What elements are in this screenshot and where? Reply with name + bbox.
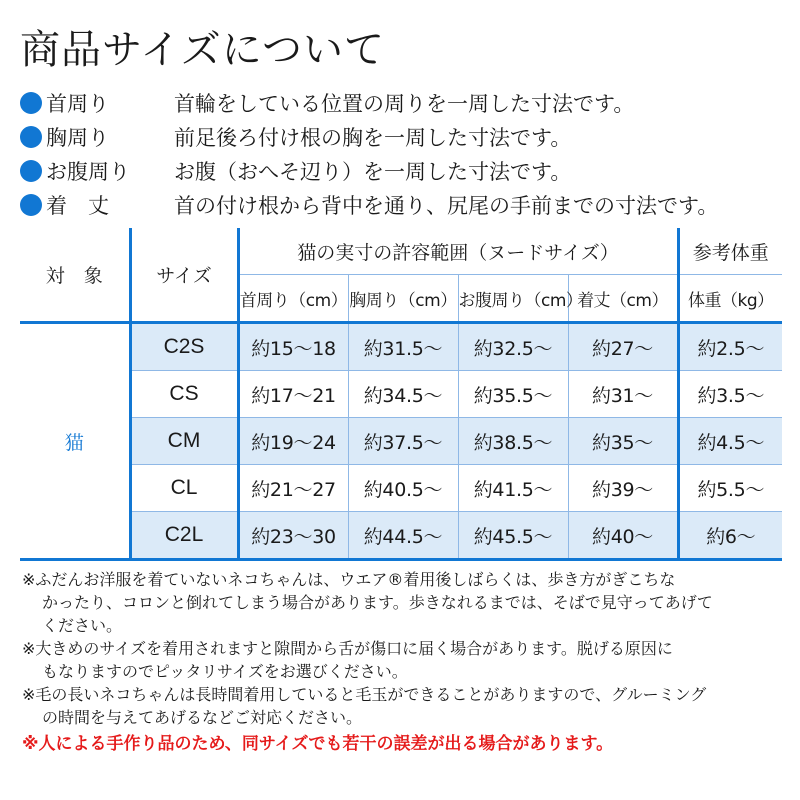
definition-term: 胸周り	[46, 126, 109, 150]
chest-value: 約31.5～	[348, 323, 458, 371]
header-target: 対 象	[20, 228, 130, 323]
bullet-icon	[20, 160, 42, 182]
belly-value: 約45.5～	[458, 512, 568, 560]
length-value: 約31～	[568, 371, 678, 418]
belly-value: 約41.5～	[458, 465, 568, 512]
neck-value: 約23～30	[238, 512, 348, 560]
size-code: C2S	[130, 323, 238, 371]
weight-value: 約5.5～	[678, 465, 782, 512]
belly-value: 約32.5～	[458, 323, 568, 371]
table-row	[20, 512, 782, 560]
table-row	[20, 465, 782, 512]
note-text: ※ふだんお洋服を着ていないネコちゃんは、ウエア®着用後しばらくは、歩き方がぎこちな	[22, 570, 676, 589]
definition-desc: お腹（おへそ辺り）を一周した寸法です。	[174, 160, 572, 184]
header-weight-group: 参考体重	[678, 228, 782, 275]
definition-desc: 首の付け根から背中を通り、尻尾の手前までの寸法です。	[174, 194, 719, 218]
chest-value: 約34.5～	[348, 371, 458, 418]
size-code: CS	[130, 371, 238, 418]
definition-belly	[20, 154, 790, 188]
neck-value: 約21～27	[238, 465, 348, 512]
notes	[22, 568, 788, 756]
definition-term: お腹周り	[46, 160, 130, 184]
bullet-icon	[20, 194, 42, 216]
size-table	[20, 228, 782, 561]
definition-term: 着 丈	[46, 194, 109, 218]
length-value: 約27～	[568, 323, 678, 371]
subheader-belly: お腹周り（cm）	[458, 275, 568, 323]
definition-term: 首周り	[46, 92, 109, 116]
definition-chest	[20, 120, 790, 154]
chest-value: 約44.5～	[348, 512, 458, 560]
definition-desc: 前足後ろ付け根の胸を一周した寸法です。	[174, 126, 572, 150]
neck-value: 約15～18	[238, 323, 348, 371]
definition-desc: 首輪をしている位置の周りを一周した寸法です。	[174, 92, 635, 116]
note-text: かったり、コロンと倒れてしまう場合があります。歩きなれるまでは、そばで見守ってあげて	[42, 593, 713, 612]
table-row	[20, 323, 782, 371]
chest-value: 約40.5～	[348, 465, 458, 512]
belly-value: 約35.5～	[458, 371, 568, 418]
definition-length	[20, 188, 790, 222]
weight-value: 約4.5～	[678, 418, 782, 465]
neck-value: 約19～24	[238, 418, 348, 465]
bullet-icon	[20, 92, 42, 114]
header-row-1	[20, 228, 782, 275]
table-row	[20, 371, 782, 418]
note-text: ください。	[42, 616, 123, 635]
category-cell: 猫	[20, 323, 130, 560]
warning-note: ※人による手作り品のため、同サイズでも若干の誤差が出る場合があります。	[22, 734, 614, 754]
note-text: ※大きめのサイズを着用されますと隙間から舌が傷口に届く場合があります。脱げる原因に	[22, 639, 673, 658]
page-title: 商品サイズについて	[20, 27, 385, 73]
header-group: 猫の実寸の許容範囲（ヌードサイズ）	[238, 228, 678, 275]
note-text: ※毛の長いネコちゃんは長時間着用していると毛玉ができることがありますので、グルーミング	[22, 685, 707, 704]
chest-value: 約37.5～	[348, 418, 458, 465]
length-value: 約39～	[568, 465, 678, 512]
subheader-weight: 体重（kg）	[678, 275, 782, 323]
neck-value: 約17～21	[238, 371, 348, 418]
note-text: の時間を与えてあげるなどご対応ください。	[42, 708, 363, 727]
size-code: CL	[130, 465, 238, 512]
weight-value: 約2.5～	[678, 323, 782, 371]
weight-value: 約6～	[678, 512, 782, 560]
table-row	[20, 418, 782, 465]
subheader-neck: 首周り（cm）	[238, 275, 348, 323]
length-value: 約35～	[568, 418, 678, 465]
size-code: C2L	[130, 512, 238, 560]
subheader-chest: 胸周り（cm）	[348, 275, 458, 323]
length-value: 約40～	[568, 512, 678, 560]
subheader-length: 着丈（cm）	[568, 275, 678, 323]
size-code: CM	[130, 418, 238, 465]
definition-neck	[20, 86, 790, 120]
note-text: もなりますのでピッタリサイズをお選びください。	[42, 662, 408, 681]
bullet-icon	[20, 126, 42, 148]
weight-value: 約3.5～	[678, 371, 782, 418]
measurement-definitions	[20, 86, 790, 222]
header-size: サイズ	[130, 228, 238, 323]
belly-value: 約38.5～	[458, 418, 568, 465]
